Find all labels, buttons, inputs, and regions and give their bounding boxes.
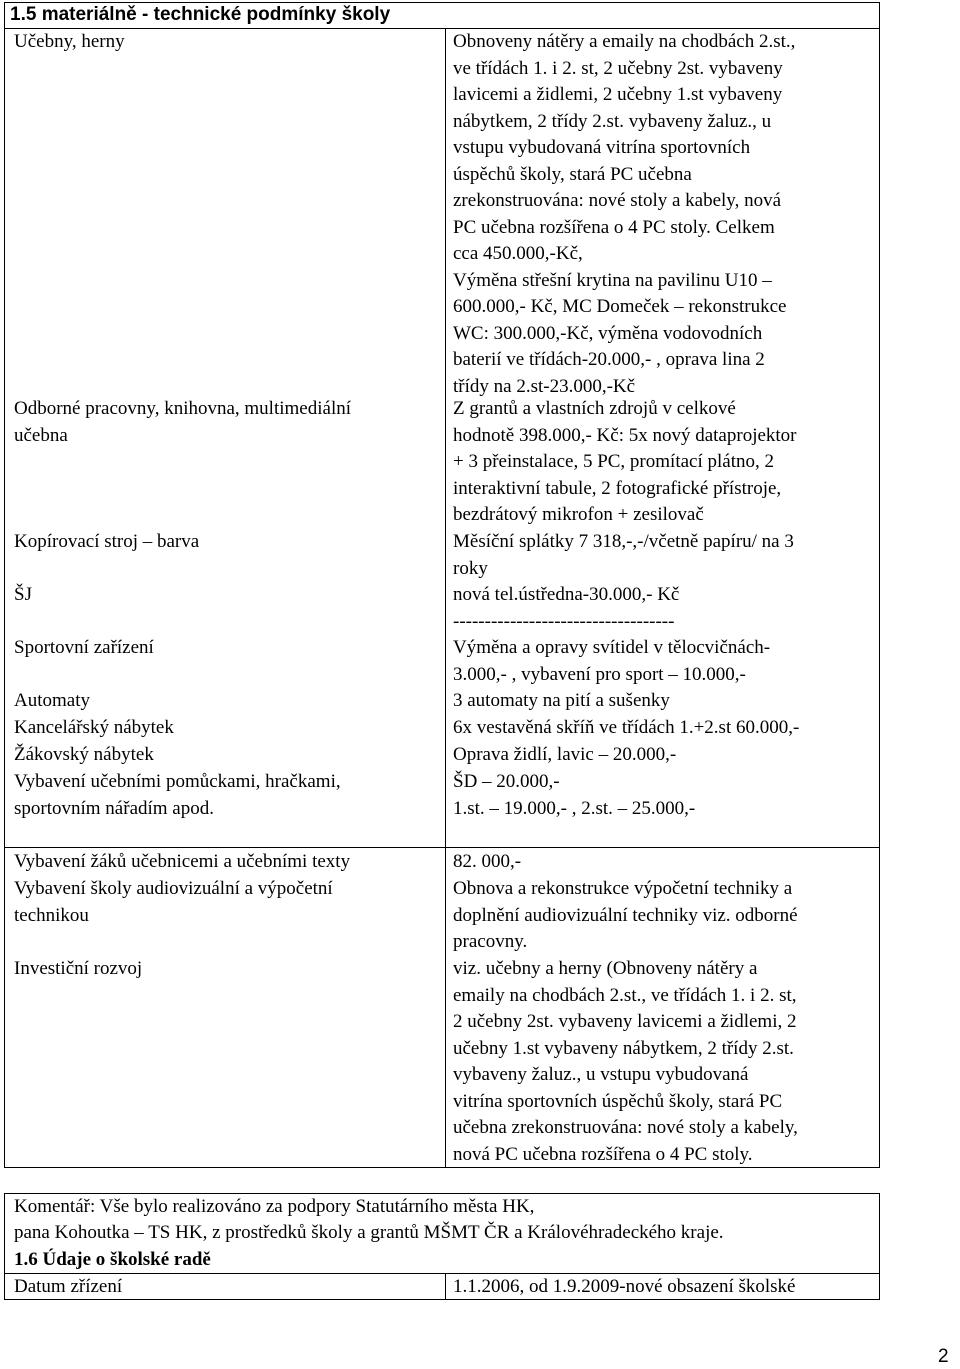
row-text: Obnoveny nátěry a emaily na chodbách 2.st., bbox=[453, 31, 796, 52]
row-text: ----------------------------------- bbox=[453, 610, 675, 632]
row-text: Výměna a opravy svítidel v tělocvičnách- bbox=[453, 637, 771, 658]
section-15-title: 1.5 materiálně - technické podmínky školy bbox=[10, 4, 391, 25]
row-text: roky bbox=[453, 557, 488, 579]
row-text: emaily na chodbách 2.st., ve třídách 1. i 2. st, bbox=[453, 984, 797, 1006]
row-text: Obnova a rekonstrukce výpočetní techniky a bbox=[453, 878, 793, 899]
row-label: sportovním nářadím apod. bbox=[14, 797, 214, 819]
row-text: ve třídách 1. i 2. st, 2 učebny 2st. vybaveny bbox=[453, 57, 783, 79]
page-number: 2 bbox=[938, 1346, 949, 1367]
section-16-column-divider bbox=[445, 1273, 446, 1300]
row-label: Učebny, herny bbox=[14, 31, 125, 52]
row-label: učebna bbox=[14, 424, 68, 446]
row-text: + 3 přeinstalace, 5 PC, promítací plátno, 2 bbox=[453, 451, 774, 472]
row-text: ŠD – 20.000,- bbox=[453, 771, 560, 792]
comment-line: pana Kohoutka – TS HK, z prostředků školy a grantů MŠMT ČR a Královéhradeckého kraje. bbox=[14, 1222, 724, 1243]
row-label: Vybavení učebními pomůckami, hračkami, bbox=[14, 771, 341, 792]
row-text: 1.st. – 19.000,- , 2.st. – 25.000,- bbox=[453, 797, 696, 819]
row-text: pracovny. bbox=[453, 931, 528, 952]
row-label: Kopírovací stroj – barva bbox=[14, 531, 200, 552]
row-label: Investiční rozvoj bbox=[14, 958, 143, 979]
row-label: Kancelářský nábytek bbox=[14, 717, 174, 738]
row-text: vybaveny žaluz., u vstupu vybudovaná bbox=[453, 1064, 749, 1085]
row-text: bezdrátový mikrofon + zesilovač bbox=[453, 504, 704, 525]
row-text: 6x vestavěná skříň ve třídách 1.+2.st 60.000,- bbox=[453, 717, 800, 738]
row-text: 600.000,- Kč, MC Domeček – rekonstrukce bbox=[453, 296, 787, 317]
row-text: PC učebna rozšířena o 4 PC stoly. Celkem bbox=[453, 216, 775, 238]
row-text: třídy na 2.st-23.000,-Kč bbox=[453, 375, 636, 397]
row-text: 3.000,- , vybavení pro sport – 10.000,- bbox=[453, 663, 746, 685]
row-text: Výměna střešní krytina na pavilinu U10 – bbox=[453, 269, 772, 291]
row-label: Vybavení žáků učebnicemi a učebními texty bbox=[14, 851, 351, 872]
row-text: 3 automaty na pití a sušenky bbox=[453, 690, 670, 711]
row-label: Vybavení školy audiovizuální a výpočetní bbox=[14, 878, 333, 899]
section-15-column-divider bbox=[445, 28, 446, 1167]
row-text: učebny 1.st vybaveny nábytkem, 2 třídy 2.st. bbox=[453, 1037, 794, 1059]
row-text: 82. 000,- bbox=[453, 851, 522, 872]
row-label: Žákovský nábytek bbox=[14, 744, 154, 765]
row-label: ŠJ bbox=[14, 584, 32, 605]
row-text: WC: 300.000,-Kč, výměna vodovodních bbox=[453, 322, 763, 344]
row-text: nábytkem, 2 třídy 2.st. vybaveny žaluz., u bbox=[453, 110, 772, 132]
row-text: doplnění audiovizuální techniky viz. odborné bbox=[453, 904, 798, 926]
row-label: Sportovní zařízení bbox=[14, 637, 154, 658]
row-text: viz. učebny a herny (Obnoveny nátěry a bbox=[453, 958, 758, 979]
row-text: 2 učebny 2st. vybaveny lavicemi a židlemi, 2 bbox=[453, 1011, 797, 1032]
row-text: baterií ve třídách-20.000,- , oprava lina 2 bbox=[453, 349, 765, 370]
section-16-label: Datum zřízení bbox=[14, 1276, 123, 1297]
comment-line: Komentář: Vše bylo realizováno za podpory Statutárního města HK, bbox=[14, 1196, 535, 1217]
section-16-title: 1.6 Údaje o školské radě bbox=[14, 1249, 211, 1270]
row-text: cca 450.000,-Kč, bbox=[453, 243, 583, 264]
row-text: nová tel.ústředna-30.000,- Kč bbox=[453, 584, 680, 605]
row-text: Oprava židlí, lavic – 20.000,- bbox=[453, 744, 677, 765]
row-text: vstupu vybudovaná vitrína sportovních bbox=[453, 137, 751, 158]
row-label: Automaty bbox=[14, 690, 90, 711]
row-text: úspěchů školy, stará PC učebna bbox=[453, 163, 692, 185]
row-text: interaktivní tabule, 2 fotografické přístroje, bbox=[453, 477, 782, 499]
row-text: vitrína sportovních úspěchů školy, stará PC bbox=[453, 1090, 783, 1112]
row-label: technikou bbox=[14, 904, 89, 926]
section-16-value: 1.1.2006, od 1.9.2009-nové obsazení školské bbox=[453, 1276, 796, 1297]
row-label: Odborné pracovny, knihovna, multimediální bbox=[14, 398, 351, 419]
row-text: nová PC učebna rozšířena o 4 PC stoly. bbox=[453, 1143, 753, 1165]
row-text: zrekonstruována: nové stoly a kabely, nová bbox=[453, 190, 782, 211]
row-text: hodnotě 398.000,- Kč: 5x nový dataprojektor bbox=[453, 424, 797, 446]
row-text: Z grantů a vlastních zdrojů v celkové bbox=[453, 398, 736, 419]
row-text: Měsíční splátky 7 318,-,-/včetně papíru/ na 3 bbox=[453, 531, 794, 552]
section-15-row-divider bbox=[4, 847, 880, 848]
row-text: učebna zrekonstruována: nové stoly a kabely, bbox=[453, 1117, 798, 1138]
row-text: lavicemi a židlemi, 2 učebny 1.st vybaveny bbox=[453, 84, 783, 105]
